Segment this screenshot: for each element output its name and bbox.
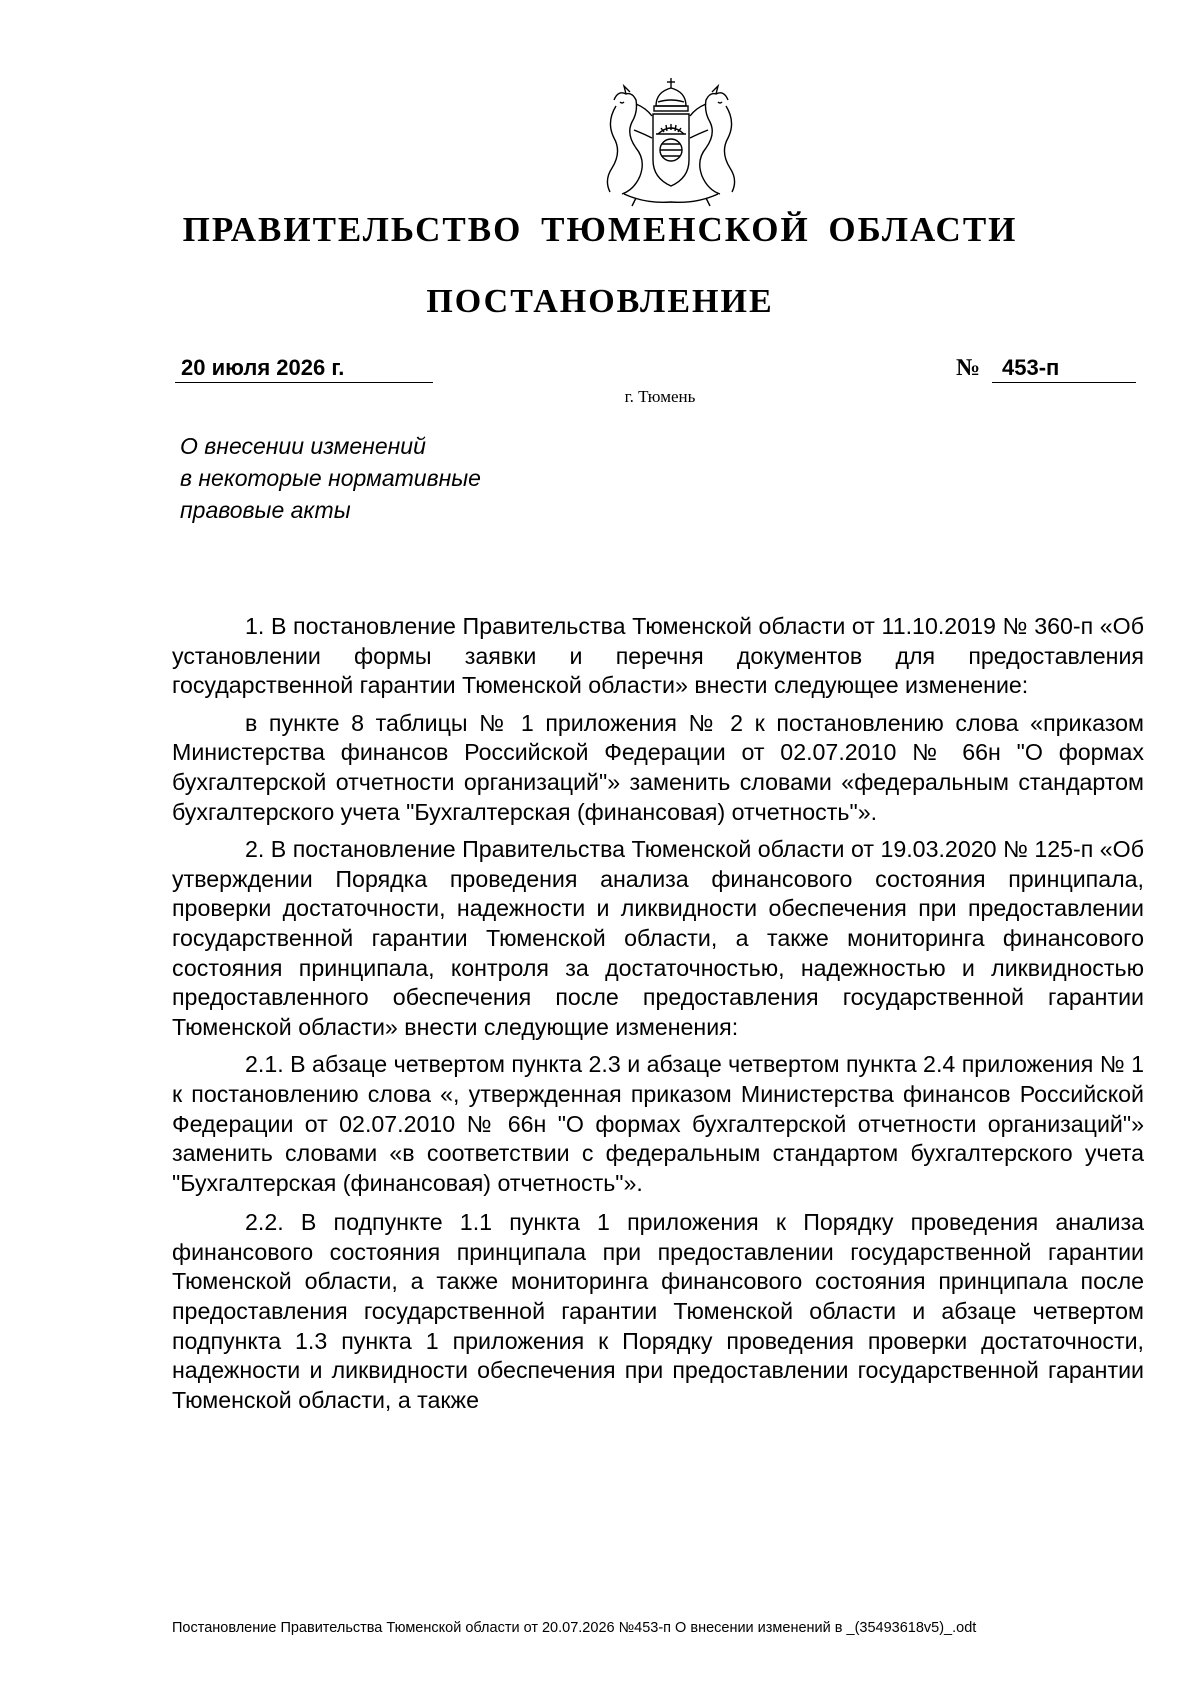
document-date: 20 июля 2026 г. [175,354,433,383]
page-footer: Постановление Правительства Тюменской области от 20.07.2026 №453-п О внесении изменений в _(35493618v5)_.odt [172,1620,977,1636]
paragraph: 2.2. В подпункте 1.1 пункта 1 приложения к Порядку проведения анализа финансового состояния принципала при предоставлении государственной гарантии Тюменской области, а также мониторинга финансового состояния принципала после предоставления государственной гарантии Тюменской области и абзаце четвертом подпункта 1.3 пункта 1 приложения к Порядку проведения проверки достаточности, надежности и ликвидности обеспечения при предоставлении государственной гарантии Тюменской области, а также [172,1209,1144,1413]
subject-line: в некоторые нормативные [180,465,481,491]
document-number-label: № [956,355,981,381]
tyumen-region-coat-of-arms-icon [596,72,746,210]
document-body [172,612,1144,1423]
paragraph: в пункте 8 таблицы № 1 приложения № 2 к постановлению слова «приказом Министерства финансов Российской Федерации от 02.07.2010 № 66н "О формах бухгалтерской отчетности организаций"» заменить словами «федеральным стандартом бухгалтерского учета "Бухгалтерская (финансовая) отчетность"». [172,709,1144,825]
paragraph: 2. В постановление Правительства Тюменской области от 19.03.2020 № 125-п «Об утверждении Порядка проведения анализа финансового состояния принципала, проверки достаточности, надежности и ликвидности обеспечения при предоставлении государственной гарантии Тюменской области, а также мониторинга финансового состояния принципала, контроля за достаточностью, надежностью и ликвидностью предоставленного обеспечения после предоставления государственной гарантии Тюменской области» внести следующие изменения: [172,836,1144,1040]
document-subject [180,430,600,526]
organization-title: ПРАВИТЕЛЬСТВО ТЮМЕНСКОЙ ОБЛАСТИ [182,210,1018,249]
paragraph: 1. В постановление Правительства Тюменской области от 11.10.2019 № 360-п «Об установлении формы заявки и перечня документов для предоставления государственной гарантии Тюменской области» внести следующее изменение: [172,613,1144,699]
document-number: 453-п [992,354,1136,383]
subject-line: О внесении изменений [180,433,426,459]
paragraph: 2.1. В абзаце четвертом пункта 2.3 и абзаце четвертом пункта 2.4 приложения № 1 к постановлению слова «, утвержденная приказом Министерства финансов Российской Федерации от 02.07.2010 № 66н "О формах бухгалтерской отчетности организаций"» заменить словами «в соответствии с федеральным стандартом бухгалтерского учета "Бухгалтерская (финансовая) отчетность"». [172,1051,1144,1196]
document-type: ПОСТАНОВЛЕНИЕ [426,283,774,320]
subject-line: правовые акты [180,497,351,523]
document-place: г. Тюмень [624,387,696,406]
